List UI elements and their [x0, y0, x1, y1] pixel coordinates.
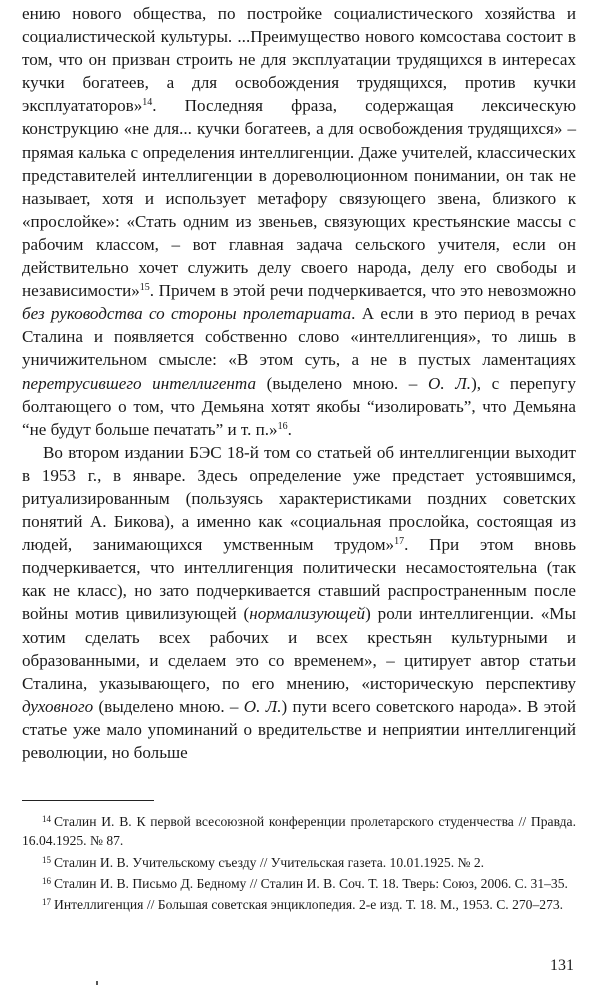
- footnote-text: Сталин И. В. К первой всесоюзной конференции пролетарского студенчества // Правда. 16.04.1925. № 87.: [22, 814, 576, 849]
- footnote-15: [22, 851, 576, 872]
- italic-text: без руководства со стороны пролетариата: [22, 304, 352, 324]
- text-run: ) роли интеллигенции. «Мы хотим сделать всех рабочих и всех крестьян культурными и образованными, и сделаем это со временем», – цитирует автор статьи Сталина, указывающего, по его мнению, «историческую перспективу: [22, 604, 576, 693]
- footnote-16: [22, 872, 576, 893]
- footnote-14: [22, 810, 576, 851]
- text-run: ению нового общества, по постройке социалистического хозяйства и социалистической культуры. ...Преимущество нового комсостава состоит в том, что он призван строить не для эксплуатации трудящихся в интересах кучки богатеев, а для освобождения трудящихся, против кучки эксплуататоров»: [22, 4, 576, 116]
- paragraph-1: [22, 2, 576, 441]
- footnote-number: 17: [42, 897, 51, 908]
- text-run: ) пути всего советского народа». В этой статье уже мало упоминаний о вредительстве и неприятии интеллигенций революции, но больше: [22, 696, 576, 762]
- footnote-number: 16: [42, 875, 51, 886]
- text-run: . Причем в этой речи подчеркивается, что это невозможно: [149, 281, 576, 301]
- footnote-text: Интеллигенция // Большая советская энциклопедия. 2-е изд. Т. 18. М., 1953. С. 270–273.: [54, 897, 564, 913]
- text-run: (выделено мною. –: [93, 696, 244, 716]
- main-text: [22, 2, 576, 764]
- italic-text: духовного: [22, 696, 94, 716]
- footnote-text: Сталин И. В. Учительскому съезду // Учительская газета. 10.01.1925. № 2.: [54, 854, 485, 870]
- italic-text: О. Л.: [427, 373, 472, 393]
- italic-text: перетрусившего интеллигента: [22, 373, 257, 393]
- footnote-ref-17: 17: [394, 536, 405, 548]
- text-run: .: [287, 419, 292, 439]
- text-run: ), с перепугу болтающего о том, что Демьяна хотят якобы “изолировать”, что Демьяна “не будут больше печатать” и т. п.»: [22, 373, 576, 439]
- text-run: . При этом вновь подчеркивается, что интеллигенция политически несамостоятельна (так как не класс), но зато подчеркивается ставший распространенным после войны мотив цивилизующей (: [22, 535, 576, 624]
- footnote-ref-14: 14: [142, 97, 153, 109]
- footnote-divider: [22, 800, 154, 801]
- footnote-ref-15: 15: [139, 282, 150, 294]
- footnote-17: [22, 893, 576, 914]
- text-run: (выделено мною. –: [256, 373, 428, 393]
- footnote-text: Сталин И. В. Письмо Д. Бедному // Сталин И. В. Соч. Т. 18. Тверь: Союз, 2006. С. 31–35.: [54, 875, 568, 891]
- text-run: Во втором издании БЭС 18-й том со статьей об интеллигенции выходит в 1953 г., в январе. Здесь определение уже предстает устоявшимся, ритуализированным (пользуясь характеристиками поздних советских понятий А. Бикова), а именно как «социальная прослойка, состоящая из людей, занимающихся умственным трудом»: [22, 442, 576, 555]
- scan-mark: [96, 981, 98, 985]
- text-run: . А если в это период в речах Сталина и появляется собственно слово «интеллигенция», то лишь в уничижительном смысле: «В этом суть, а не в пустых ламентациях: [22, 304, 576, 370]
- paragraph-2: [22, 441, 576, 764]
- text-run: . Последняя фраза, содержащая лексическую конструкцию «не для... кучки богатеев, а для освобождения трудящихся» – прямая калька с определения интеллигенции. Даже учителей, классических представителей интеллигенции в дореволюционном понимании, он так не называет, хотя и использует метафору связующего звена, близкого к «прослойке»: «Стать одним из звеньев, связующих крестьянские массы с рабочим классом, – вот главная задача сельского учителя, если он действительно хочет служить делу своего народа, делу его свободы и независимости»: [22, 96, 576, 301]
- footnote-number: 14: [42, 814, 51, 824]
- italic-text: нормализующей: [249, 604, 366, 624]
- footnotes: [22, 810, 576, 914]
- italic-text: О. Л.: [243, 696, 282, 716]
- page-number: 131: [550, 957, 574, 974]
- footnote-ref-16: 16: [277, 420, 288, 432]
- footnote-number: 15: [42, 854, 51, 865]
